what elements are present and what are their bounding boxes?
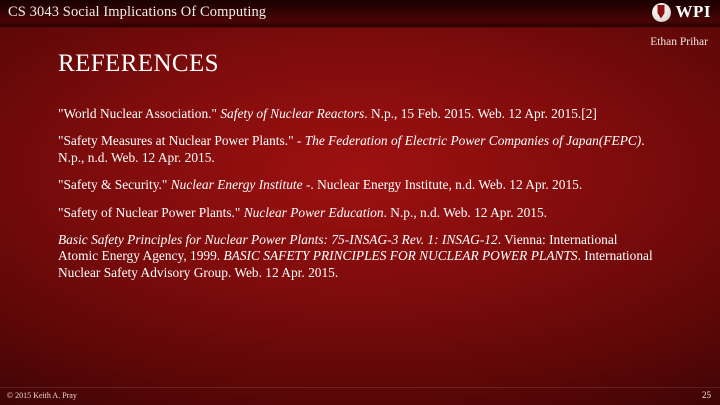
reference-item: "Safety & Security." Nuclear Energy Institute -. Nuclear Energy Institute, n.d. Web. 12 Apr. 2015. bbox=[58, 177, 583, 193]
references-list bbox=[58, 106, 658, 281]
reference-item: "World Nuclear Association." Safety of Nuclear Reactors. N.p., 15 Feb. 2015. Web. 12 Apr. 2015.[2] bbox=[58, 106, 597, 121]
page-title: REFERENCES bbox=[58, 50, 219, 77]
copyright-text: © 2015 Keith A. Pray bbox=[7, 391, 77, 400]
reference-item: Basic Safety Principles for Nuclear Power Plants: 75-INSAG-3 Rev. 1: INSAG-12. Vienna: International Atomic Energy Agency, 1999. BASIC SAFETY PRINCIPLES FOR NUCLEAR POWER PLANTS. International Nuclear Safety Advisory Group. Web. 12 Apr. 2015. bbox=[58, 232, 653, 280]
wpi-seal-icon bbox=[652, 3, 671, 22]
course-title: CS 3043 Social Implications Of Computing bbox=[8, 4, 267, 20]
reference-item: "Safety Measures at Nuclear Power Plants." - The Federation of Electric Power Companies of Japan(FEPC). N.p., n.d. Web. 12 Apr. 2015. bbox=[58, 133, 645, 165]
author-name: Ethan Prihar bbox=[650, 36, 708, 48]
wpi-logo bbox=[652, 2, 712, 22]
reference-item: "Safety of Nuclear Power Plants." Nuclear Power Education. N.p., n.d. Web. 12 Apr. 2015. bbox=[58, 204, 548, 220]
wpi-logo-text: WPI bbox=[675, 2, 711, 21]
footer-divider bbox=[0, 387, 720, 388]
slide-number: 25 bbox=[702, 390, 711, 400]
